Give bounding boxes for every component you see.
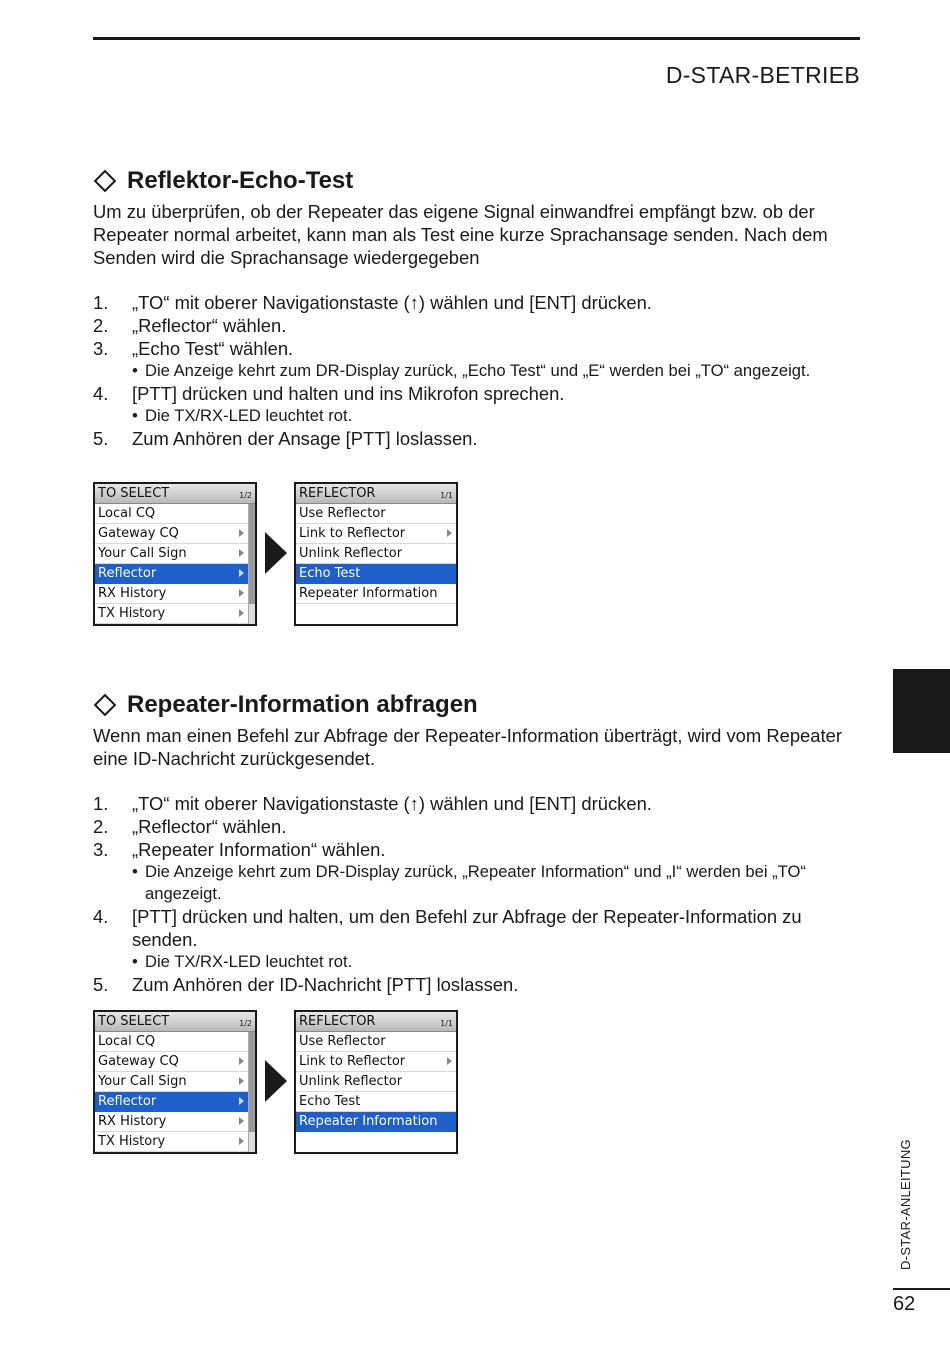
screenshot-pair (93, 1010, 459, 1154)
step-number: 4. (93, 383, 109, 404)
menu-item-label: Echo Test (299, 1094, 361, 1109)
section-intro: Um zu überprüfen, ob der Repeater das eigene Signal einwandfrei empfängt bzw. ob der Repeater normal arbeitet, kann man als Test eine kurze Sprachansage senden. Nach dem Senden wird die Sprachansage wiedergegeben (93, 201, 828, 268)
menu-item-echo-test (296, 564, 456, 584)
step-note (93, 861, 863, 905)
step-number: 1. (93, 292, 109, 313)
screen-title: TO SELECT (98, 486, 170, 501)
screen-title-bar (95, 484, 255, 504)
page-number: 62 (893, 1293, 916, 1315)
step-note (93, 360, 863, 382)
section-echo-test (93, 166, 863, 450)
sidebar-rule (893, 1288, 950, 1290)
menu-item-local-cq (95, 1032, 248, 1052)
screen-page-indicator: 1/2 (239, 1019, 252, 1028)
next-arrow-icon (265, 1060, 287, 1102)
list-item (93, 314, 863, 337)
menu-item-label: Link to Reflector (299, 1054, 406, 1069)
chevron-right-icon (447, 529, 452, 537)
menu-item-label: Unlink Reflector (299, 546, 403, 561)
list-item (93, 291, 863, 314)
menu-item-label: TX History (98, 606, 166, 621)
menu-item-label: Reflector (98, 566, 157, 581)
step-text: „Echo Test“ wählen. (132, 338, 294, 359)
menu-item-unlink-reflector (296, 1072, 456, 1092)
menu-item-label: RX History (98, 586, 167, 601)
list-item (93, 973, 863, 996)
section-heading-text: Reflektor-Echo-Test (127, 167, 354, 194)
menu-item-label: RX History (98, 1114, 167, 1129)
menu-item-label: Local CQ (98, 506, 156, 521)
bullet-icon: • (132, 862, 138, 881)
step-number: 1. (93, 793, 109, 814)
list-item (93, 838, 863, 861)
bullet-icon: • (132, 361, 138, 380)
menu-item-unlink-reflector (296, 544, 456, 564)
screen-title-bar (95, 1012, 255, 1032)
menu-item-label: Gateway CQ (98, 526, 179, 541)
chevron-right-icon (239, 569, 244, 577)
list-item (93, 792, 863, 815)
step-number: 3. (93, 338, 109, 359)
step-note-text: Die TX/RX-LED leuchtet rot. (145, 952, 353, 971)
menu-item-local-cq (95, 504, 248, 524)
reflector-screen (294, 1010, 458, 1154)
step-number: 5. (93, 974, 109, 995)
menu-item-reflector (95, 1092, 248, 1112)
menu-item-your-call-sign (95, 544, 248, 564)
menu-item-gateway-cq (95, 1052, 248, 1072)
screen-page-indicator: 1/1 (440, 1019, 453, 1028)
screen-title: REFLECTOR (299, 486, 376, 501)
chapter-tab (893, 669, 950, 753)
next-arrow-icon (265, 532, 287, 574)
menu-item-use-reflector (296, 504, 456, 524)
step-text: „TO“ mit oberer Navigationstaste (↑) wählen und [ENT] drücken. (132, 793, 652, 814)
menu-item-echo-test (296, 1092, 456, 1112)
menu-item-repeater-information (296, 584, 456, 604)
step-number: 3. (93, 839, 109, 860)
step-text: „TO“ mit oberer Navigationstaste (↑) wählen und [ENT] drücken. (132, 292, 652, 313)
section-intro: Wenn man einen Befehl zur Abfrage der Repeater-Information überträgt, wird vom Repeater eine ID-Nachricht zurückgesendet. (93, 725, 842, 769)
step-number: 5. (93, 428, 109, 449)
menu-item-label: TX History (98, 1134, 166, 1149)
chevron-right-icon (239, 1077, 244, 1085)
menu-item-label: Reflector (98, 1094, 157, 1109)
menu-item-label: Local CQ (98, 1034, 156, 1049)
screenshot-pair (93, 482, 459, 626)
diamond-icon (94, 694, 117, 717)
menu-item-rx-history (95, 584, 248, 604)
list-item (93, 337, 863, 360)
step-number: 2. (93, 315, 109, 336)
to-select-screen (93, 1010, 257, 1154)
diamond-icon (94, 170, 117, 193)
screen-page-indicator: 1/2 (239, 491, 252, 500)
chevron-right-icon (239, 549, 244, 557)
list-item (93, 815, 863, 838)
page-header-title: D-STAR-BETRIEB (665, 62, 860, 88)
step-number: 4. (93, 906, 109, 927)
menu-item-label: Gateway CQ (98, 1054, 179, 1069)
section-heading (93, 690, 863, 720)
chevron-right-icon (239, 529, 244, 537)
menu-item-repeater-information (296, 1112, 456, 1132)
menu-item-use-reflector (296, 1032, 456, 1052)
step-note-text: Die TX/RX-LED leuchtet rot. (145, 406, 353, 425)
to-select-screen (93, 482, 257, 626)
menu-item-label: Your Call Sign (98, 1074, 187, 1089)
reflector-screen (294, 482, 458, 626)
chevron-right-icon (239, 1097, 244, 1105)
screen-page-indicator: 1/1 (440, 491, 453, 500)
menu-item-label: Your Call Sign (98, 546, 187, 561)
menu-item-label: Unlink Reflector (299, 1074, 403, 1089)
step-note-text: Die Anzeige kehrt zum DR-Display zurück, „Repeater Information“ und „I“ werden bei „TO“ angezeigt. (145, 862, 806, 903)
bullet-icon: • (132, 952, 138, 971)
menu-item-your-call-sign (95, 1072, 248, 1092)
step-number: 2. (93, 816, 109, 837)
menu-item-label: Use Reflector (299, 1034, 386, 1049)
list-item (93, 905, 863, 951)
menu-item-tx-history (95, 604, 248, 624)
screen-title-bar (296, 484, 456, 504)
menu-item-label: Use Reflector (299, 506, 386, 521)
menu-item-link-to-reflector (296, 524, 456, 544)
screen-title: TO SELECT (98, 1014, 170, 1029)
step-list (93, 291, 863, 450)
menu-item-tx-history (95, 1132, 248, 1152)
list-item (93, 427, 863, 450)
step-note-text: Die Anzeige kehrt zum DR-Display zurück, „Echo Test“ und „E“ werden bei „TO“ angezeigt. (145, 361, 811, 380)
step-note (93, 951, 863, 973)
menu-item-label: Echo Test (299, 566, 361, 581)
list-item (93, 382, 863, 405)
menu-item-label: Link to Reflector (299, 526, 406, 541)
menu-item-label: Repeater Information (299, 1114, 438, 1129)
section-heading (93, 166, 863, 196)
chevron-right-icon (239, 589, 244, 597)
step-list (93, 792, 863, 996)
step-text: „Reflector“ wählen. (132, 816, 287, 837)
menu-item-gateway-cq (95, 524, 248, 544)
chevron-right-icon (447, 1057, 452, 1065)
step-text: „Reflector“ wählen. (132, 315, 287, 336)
chevron-right-icon (239, 609, 244, 617)
section-repeater-information (93, 690, 863, 996)
scrollbar-thumb (249, 1032, 255, 1132)
menu-item-reflector (95, 564, 248, 584)
menu-item-rx-history (95, 1112, 248, 1132)
scrollbar-thumb (249, 504, 255, 604)
sidebar-label: D-STAR-ANLEITUNG (898, 1139, 913, 1270)
screen-title: REFLECTOR (299, 1014, 376, 1029)
scrollbar (248, 1032, 255, 1152)
step-text: Zum Anhören der ID-Nachricht [PTT] loslassen. (132, 974, 519, 995)
step-text: [PTT] drücken und halten und ins Mikrofon sprechen. (132, 383, 565, 404)
menu-item-link-to-reflector (296, 1052, 456, 1072)
step-note (93, 405, 863, 427)
step-text: [PTT] drücken und halten, um den Befehl zur Abfrage der Repeater-Information zu senden. (132, 906, 802, 950)
bullet-icon: • (132, 406, 138, 425)
scrollbar (248, 504, 255, 624)
section-heading-text: Repeater-Information abfragen (127, 691, 478, 718)
top-rule (93, 37, 860, 40)
chevron-right-icon (239, 1137, 244, 1145)
screen-title-bar (296, 1012, 456, 1032)
step-text: „Repeater Information“ wählen. (132, 839, 386, 860)
menu-item-label: Repeater Information (299, 586, 438, 601)
chevron-right-icon (239, 1117, 244, 1125)
chevron-right-icon (239, 1057, 244, 1065)
step-text: Zum Anhören der Ansage [PTT] loslassen. (132, 428, 478, 449)
